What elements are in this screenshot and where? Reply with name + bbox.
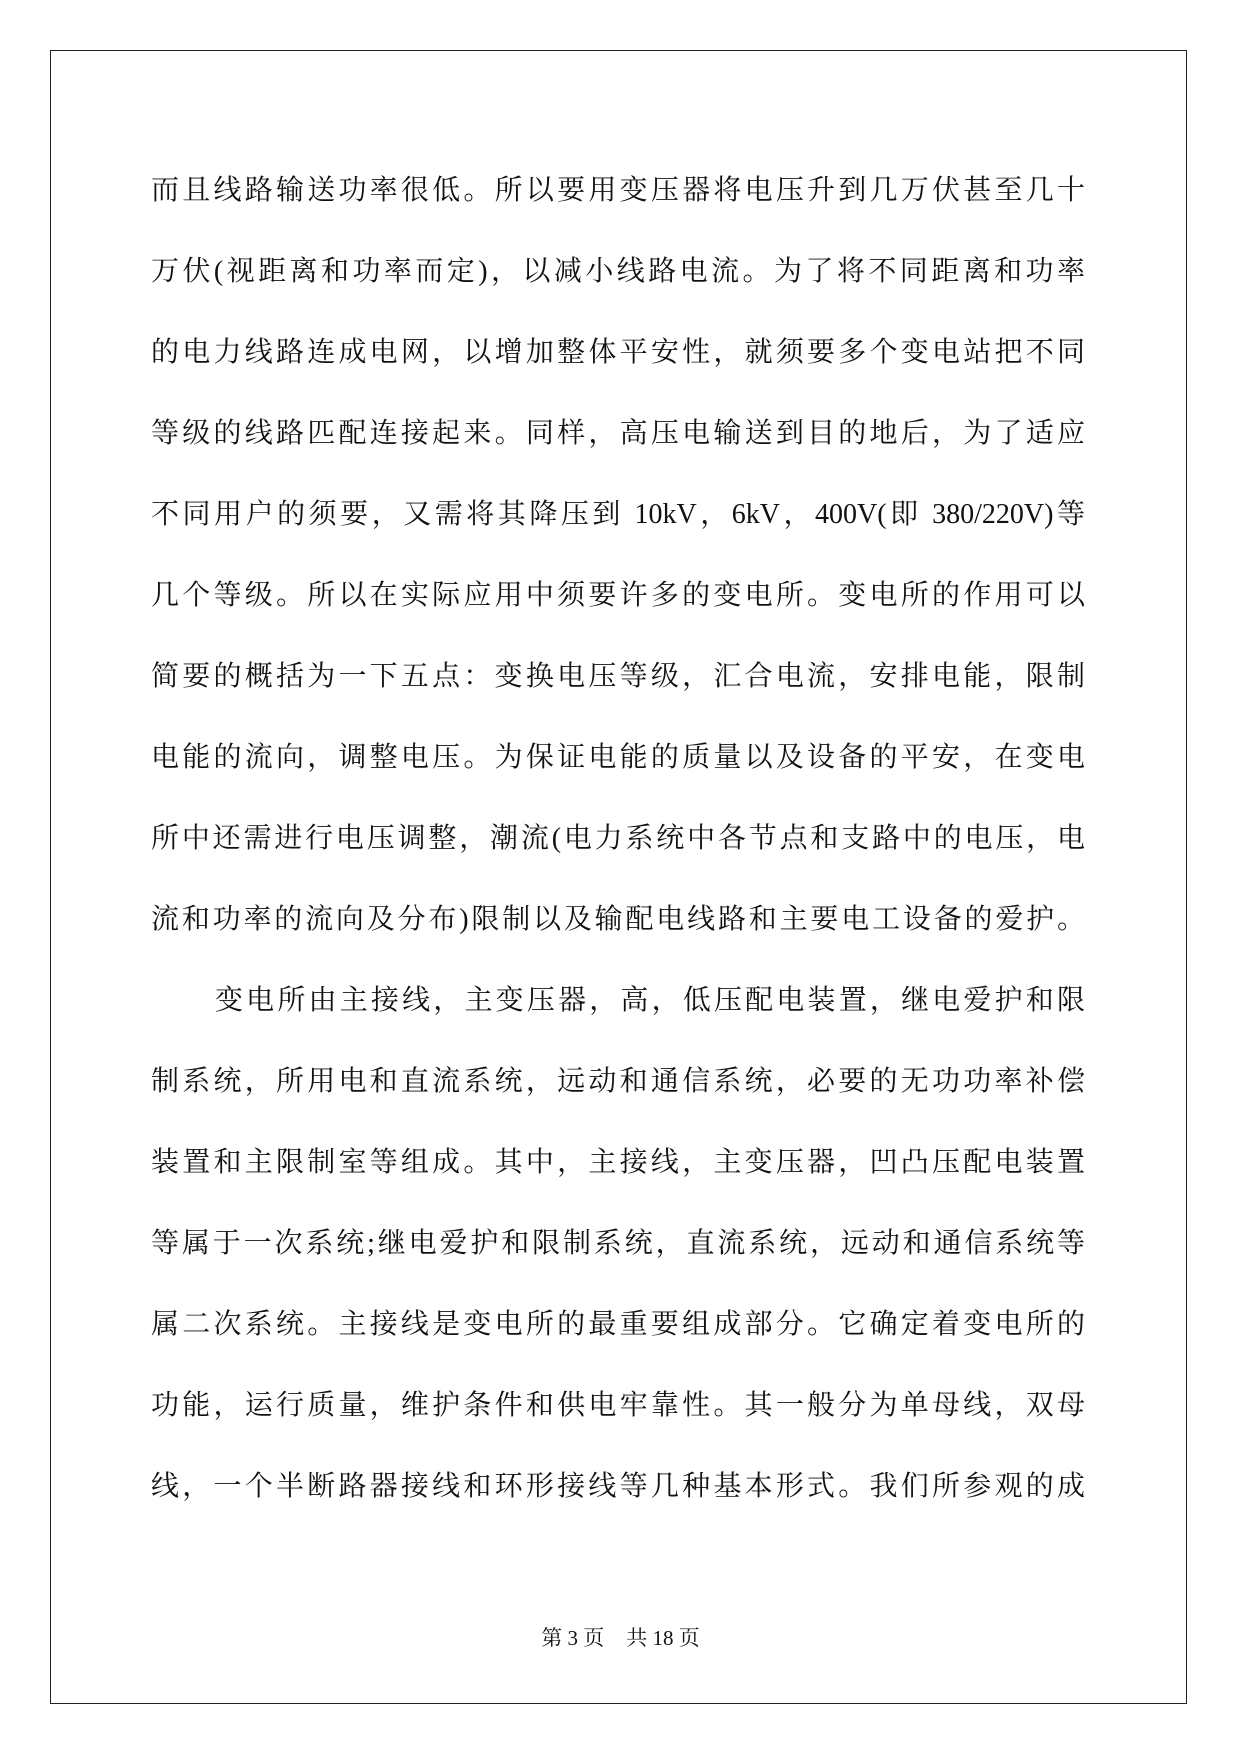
paragraph — [151, 150, 1085, 960]
paragraph — [151, 960, 1085, 1527]
text-line: 万伏(视距离和功率而定)，以减小线路电流。为了将不同距离和功率 — [151, 256, 1085, 287]
page-total: 共 18 页 — [626, 1626, 700, 1650]
text-line: 等级的线路匹配连接起来。同样，高压电输送到目的地后，为了适应 — [151, 418, 1085, 449]
text-line: 而且线路输送功率很低。所以要用变压器将电压升到几万伏甚至几十 — [151, 175, 1085, 206]
text-line: 几个等级。所以在实际应用中须要许多的变电所。变电所的作用可以 — [151, 580, 1085, 611]
text-line: 的电力线路连成电网，以增加整体平安性，就须要多个变电站把不同 — [151, 337, 1085, 368]
page-footer — [0, 1622, 1241, 1654]
text-line: 变电所由主接线，主变压器，高，低压配电装置，继电爱护和限 — [215, 985, 1085, 1016]
page-number: 第 3 页 — [541, 1626, 605, 1650]
text-line: 不同用户的须要，又需将其降压到 10kV，6kV，400V(即 380/220V)等 — [151, 499, 1085, 530]
text-line: 电能的流向，调整电压。为保证电能的质量以及设备的平安，在变电 — [151, 742, 1085, 773]
text-line: 属二次系统。主接线是变电所的最重要组成部分。它确定着变电所的 — [151, 1309, 1085, 1340]
text-line: 简要的概括为一下五点：变换电压等级，汇合电流，安排电能，限制 — [151, 661, 1085, 692]
document-body — [151, 150, 1085, 1527]
text-line: 线，一个半断路器接线和环形接线等几种基本形式。我们所参观的成 — [151, 1471, 1085, 1502]
text-line: 所中还需进行电压调整，潮流(电力系统中各节点和支路中的电压，电 — [151, 823, 1085, 854]
text-line: 等属于一次系统;继电爱护和限制系统，直流系统，远动和通信系统等 — [151, 1228, 1085, 1259]
text-line: 流和功率的流向及分布)限制以及输配电线路和主要电工设备的爱护。 — [151, 904, 1085, 935]
text-line: 功能，运行质量，维护条件和供电牢靠性。其一般分为单母线，双母 — [151, 1390, 1085, 1421]
text-line: 制系统，所用电和直流系统，远动和通信系统，必要的无功功率补偿 — [151, 1066, 1085, 1097]
text-line: 装置和主限制室等组成。其中，主接线，主变压器，凹凸压配电装置 — [151, 1147, 1085, 1178]
